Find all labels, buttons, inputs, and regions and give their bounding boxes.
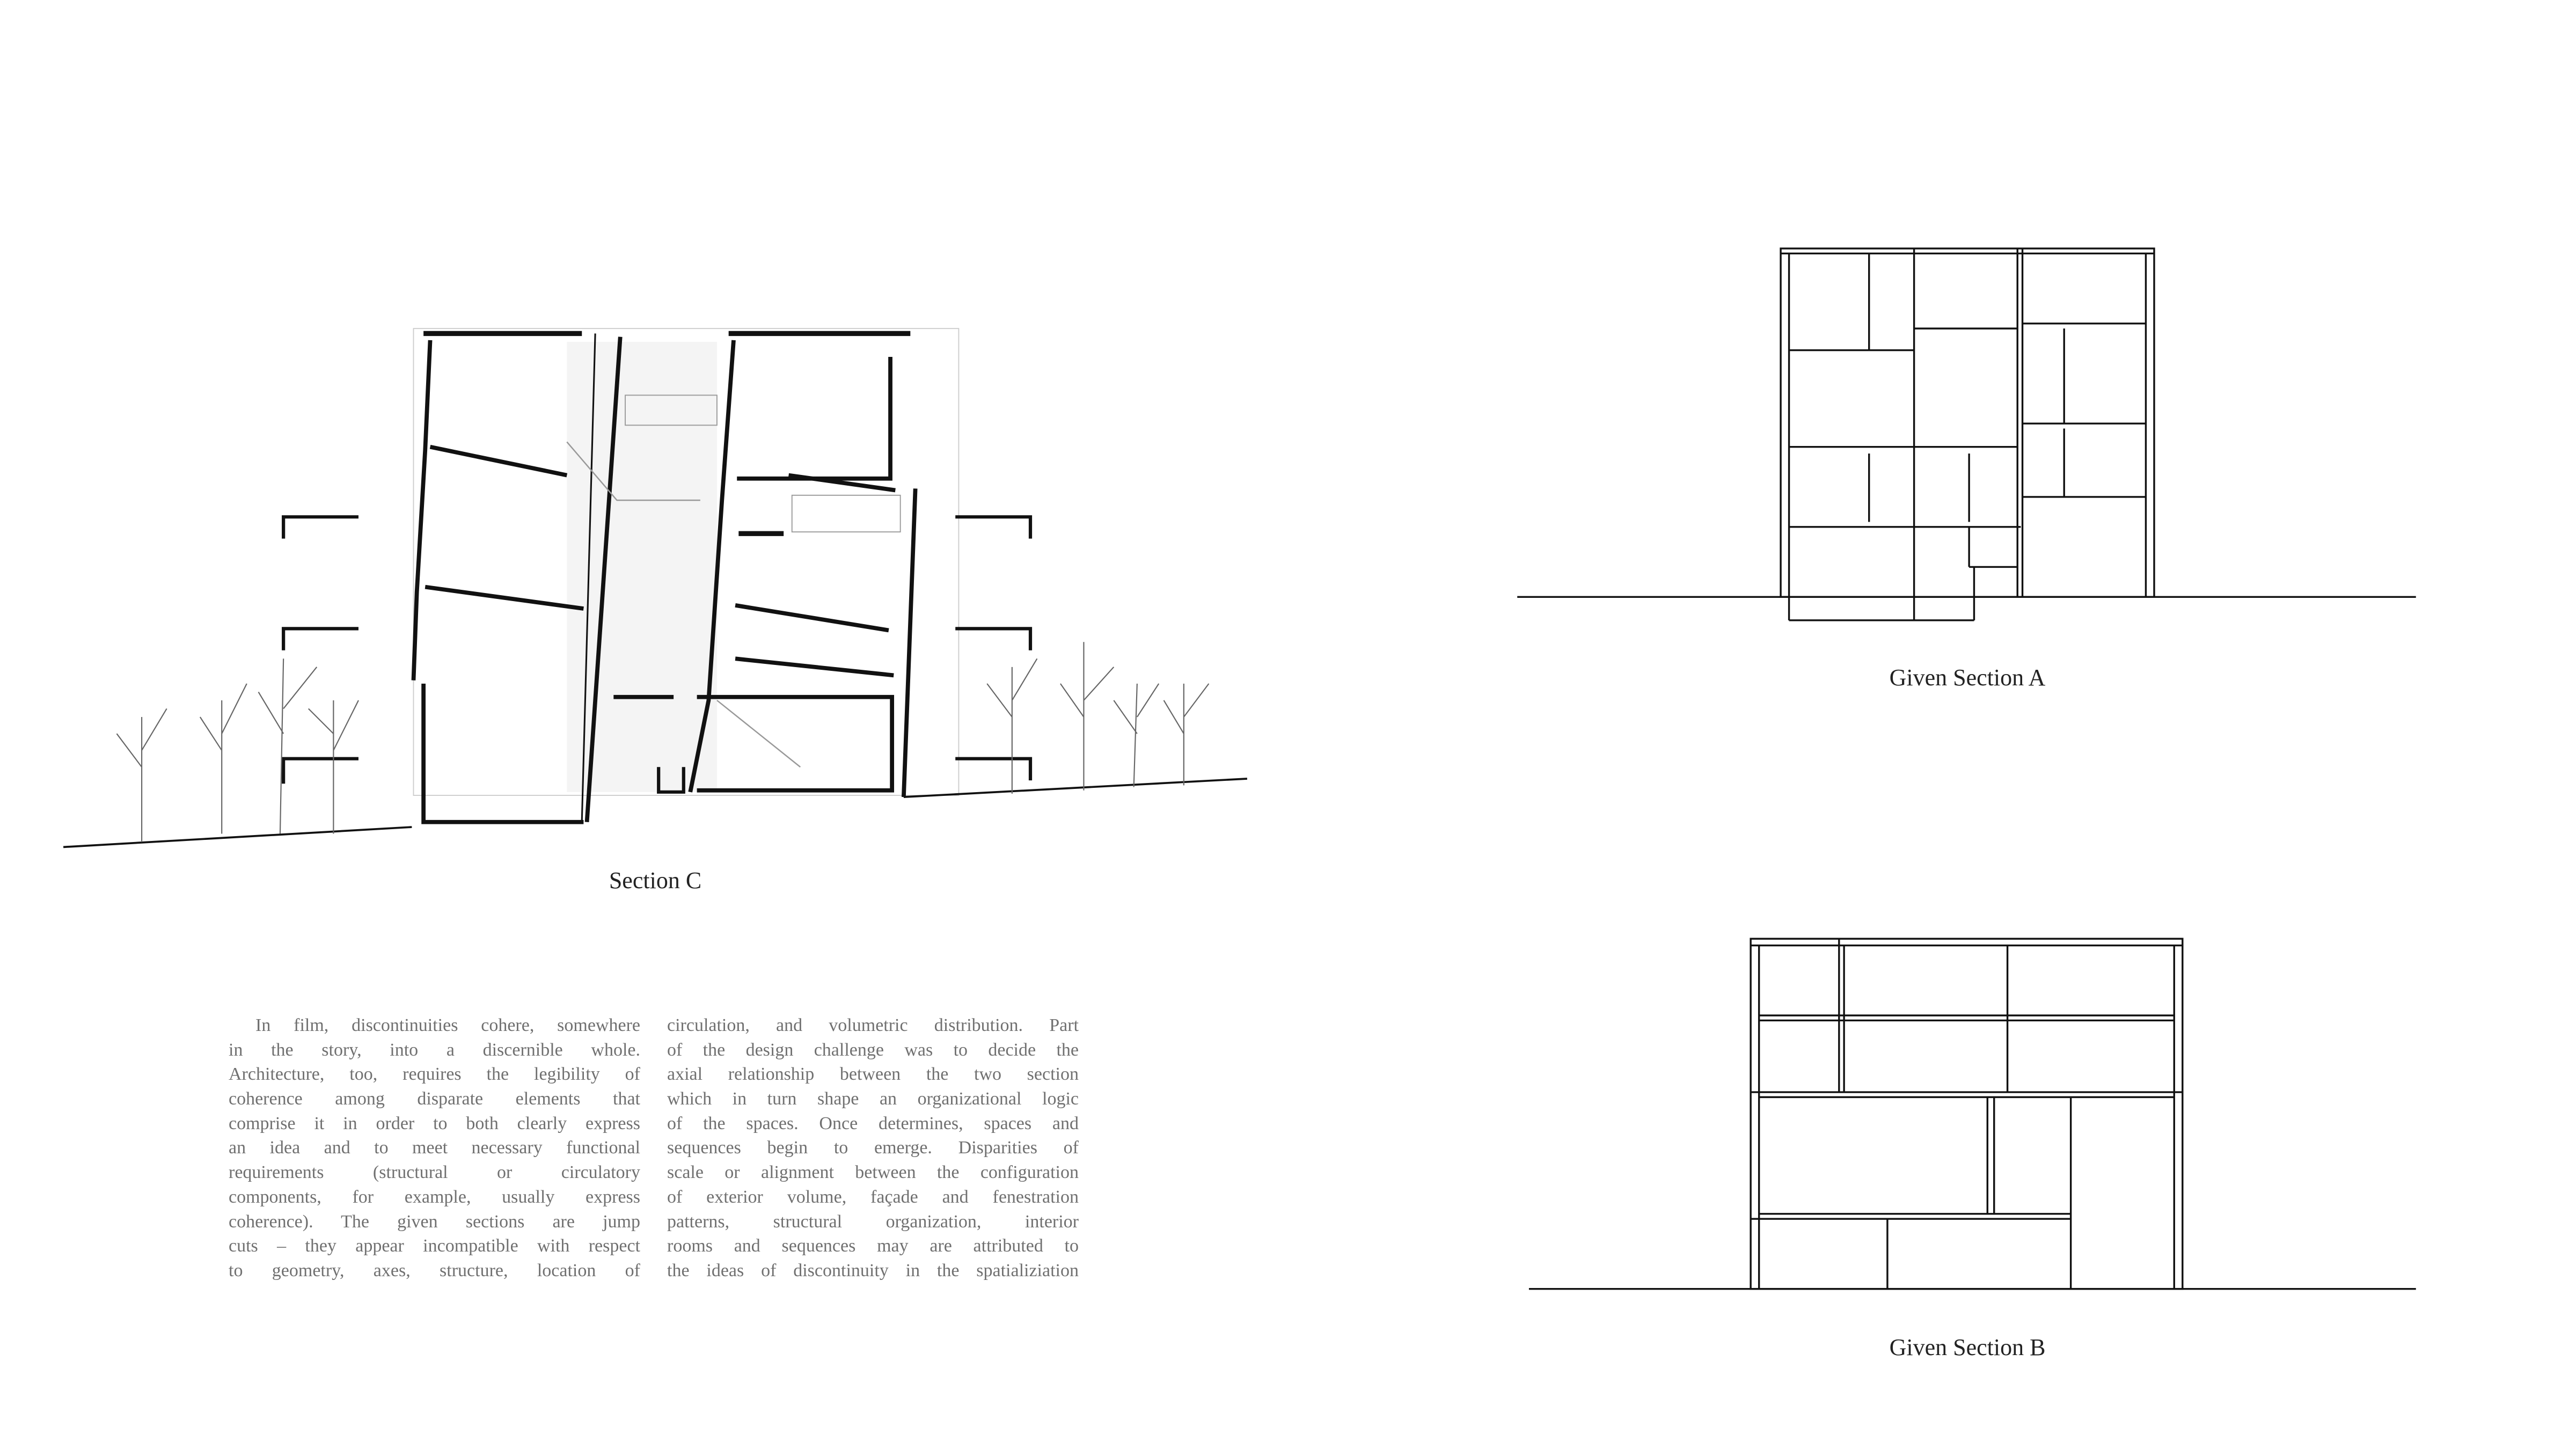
text-line: In film, discontinuities cohere, somewhere <box>255 1015 640 1035</box>
text-line: rooms and sequences may are attributed to <box>667 1236 1079 1256</box>
text-line: cuts – they appear incompatible with respect <box>229 1236 640 1256</box>
section-c-caption: Section C <box>609 867 702 894</box>
text-line: circulation, and volumetric distribution. Part <box>667 1015 1079 1035</box>
section-a-caption: Given Section A <box>1889 664 2046 691</box>
text-line: requirements (structural or circulatory <box>229 1162 640 1183</box>
text-line: in the story, into a discernible whole. <box>229 1040 640 1060</box>
text-column-2 <box>667 1013 1079 1283</box>
section-a-drawing <box>1517 248 2416 620</box>
text-line: of the spaces. Once determines, spaces and <box>667 1113 1079 1133</box>
text-line: components, for example, usually express <box>229 1187 640 1207</box>
text-line: Architecture, too, requires the legibility of <box>229 1064 640 1085</box>
text-line: the ideas of discontinuity in the spatializiation <box>667 1260 1079 1280</box>
text-line: coherence). The given sections are jump <box>229 1211 640 1232</box>
text-line: which in turn shape an organizational logic <box>667 1089 1079 1109</box>
text-line: of exterior volume, façade and fenestration <box>667 1187 1079 1207</box>
section-b-drawing <box>1529 939 2416 1289</box>
text-column-1 <box>229 1013 640 1283</box>
text-line: comprise it in order to both clearly express <box>229 1113 640 1133</box>
text-line: an idea and to meet necessary functional <box>229 1138 640 1158</box>
text-line: coherence among disparate elements that <box>229 1089 640 1109</box>
text-line: sequences begin to emerge. Disparities of <box>667 1138 1079 1158</box>
section-b-caption: Given Section B <box>1889 1334 2046 1360</box>
text-line: axial relationship between the two section <box>667 1064 1079 1085</box>
text-line: of the design challenge was to decide the <box>667 1040 1079 1060</box>
text-line: to geometry, axes, structure, location of <box>229 1260 640 1280</box>
text-line: scale or alignment between the configuration <box>667 1162 1079 1183</box>
section-c-drawing <box>63 328 1247 847</box>
text-line: patterns, structural organization, interior <box>667 1211 1079 1232</box>
